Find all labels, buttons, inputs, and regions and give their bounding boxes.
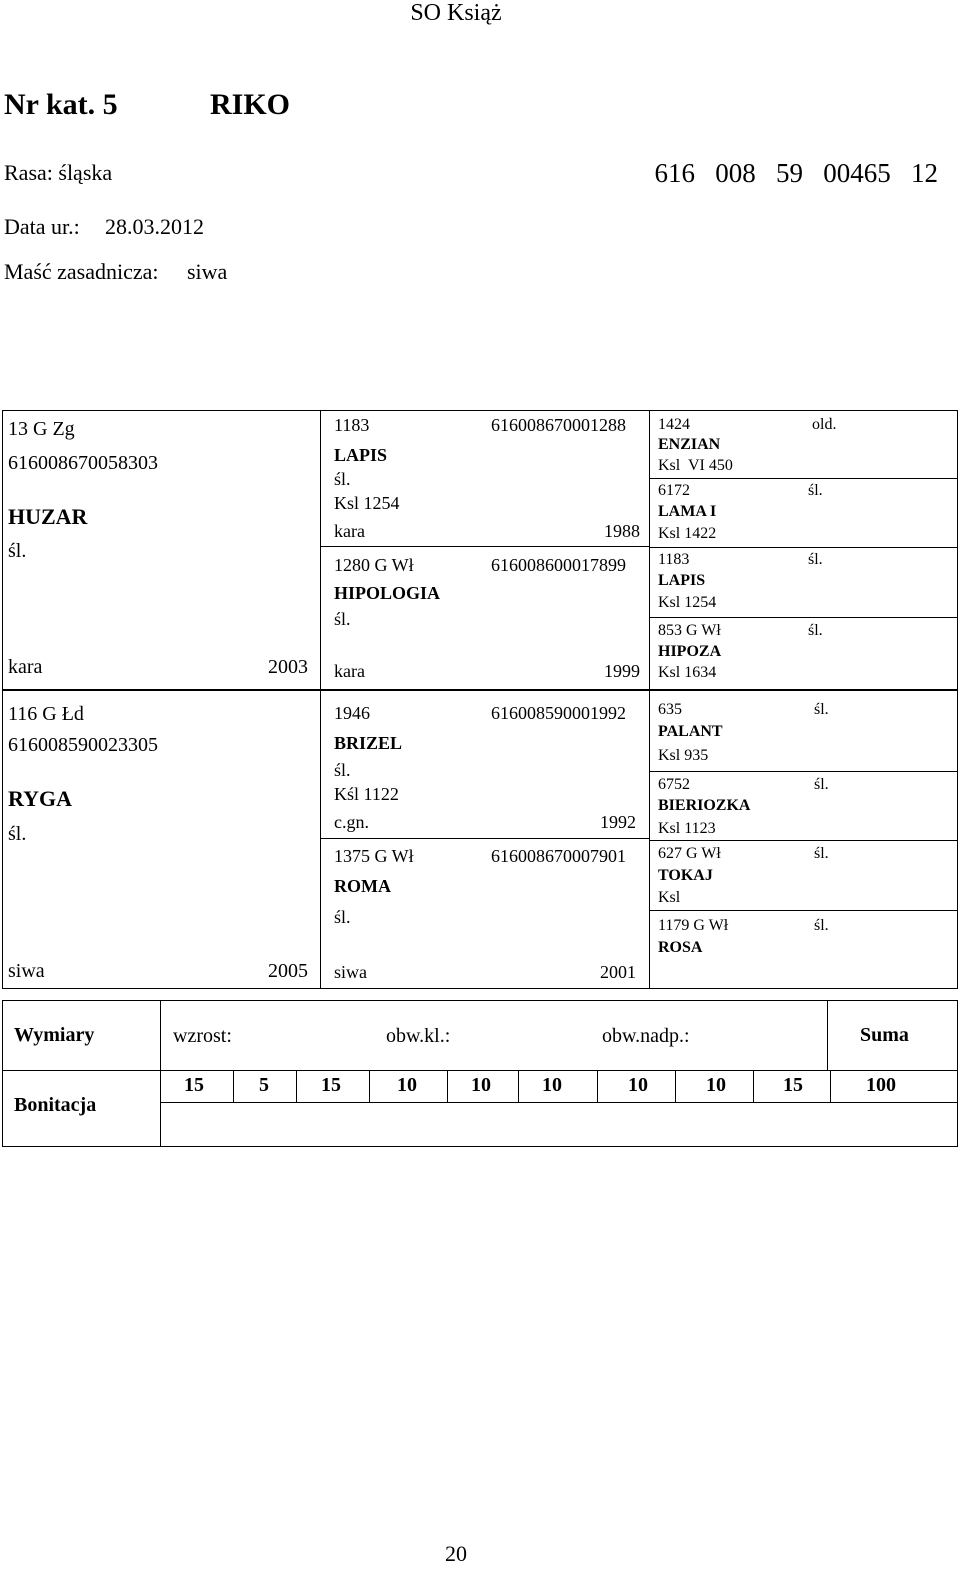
dam-breed: śl. (8, 823, 27, 845)
g7-number: 627 G Wł (658, 845, 721, 862)
g1-breed: old. (812, 416, 837, 433)
g5-number: 635 (658, 701, 682, 718)
ss-name: LAPIS (334, 445, 388, 465)
g7-book: Ksl (658, 889, 681, 906)
dd-year: 2001 (600, 962, 636, 982)
g6-name: BIERIOZKA (658, 797, 751, 814)
g5-book: Ksl 935 (658, 747, 709, 764)
score-movement: 10 (628, 1074, 648, 1096)
sum-label: Suma (860, 1024, 909, 1046)
g8-breed: śl. (814, 917, 829, 934)
g3-number: 1183 (658, 551, 690, 568)
sd-year: 1999 (604, 661, 640, 681)
score-trot: 10 (542, 1074, 562, 1096)
g7-name: TOKAJ (658, 867, 713, 884)
dam-ueln: 616008590023305 (8, 734, 158, 756)
score-legs: 10 (397, 1074, 417, 1096)
g7-breed: śl. (814, 845, 829, 862)
score-total: 100 (866, 1074, 896, 1096)
ss-color: kara (334, 521, 365, 541)
ds-year: 1992 (600, 812, 636, 832)
sd-color: kara (334, 661, 365, 681)
ueln-number: 616 008 59 00465 12 (654, 158, 938, 188)
g4-name: HIPOZA (658, 643, 722, 660)
sire-color: kara (8, 656, 43, 678)
g2-breed: śl. (808, 482, 823, 499)
cannon-girth-label: obw.nadp.: (602, 1025, 690, 1047)
g4-number: 853 G Wł (658, 622, 721, 639)
chest-girth-label: obw.kl.: (386, 1025, 451, 1047)
sire-number: 13 G Zg (8, 418, 75, 440)
horse-name: RIKO (210, 88, 291, 121)
g5-name: PALANT (658, 723, 723, 740)
sd-ueln: 616008600017899 (491, 555, 626, 575)
g1-name: ENZIAN (658, 436, 721, 453)
dd-breed: śl. (334, 907, 351, 927)
g1-book: Ksl VI 450 (658, 457, 733, 474)
g3-book: Ksl 1254 (658, 594, 717, 611)
sd-name: HIPOLOGIA (334, 583, 441, 603)
ss-ueln: 616008670001288 (491, 415, 626, 435)
g1-number: 1424 (658, 416, 690, 433)
g6-breed: śl. (814, 776, 829, 793)
score-overall: 15 (783, 1074, 803, 1096)
dd-number: 1375 G Wł (334, 846, 414, 866)
dd-name: ROMA (334, 876, 391, 896)
measurements-label: Wymiary (14, 1024, 95, 1046)
ds-number: 1946 (334, 703, 370, 723)
sd-number: 1280 G Wł (334, 555, 414, 575)
sire-name: HUZAR (8, 504, 88, 529)
score-head-neck: 5 (259, 1074, 269, 1096)
page-number: 20 (445, 1541, 467, 1566)
g4-breed: śl. (808, 622, 823, 639)
color-label: Maść zasadnicza: (4, 259, 159, 284)
ss-year: 1988 (604, 521, 640, 541)
dd-ueln: 616008670007901 (491, 846, 626, 866)
sire-year: 2003 (268, 656, 308, 678)
sd-breed: śl. (334, 609, 351, 629)
ds-name: BRIZEL (334, 733, 403, 753)
dam-color: siwa (8, 960, 45, 982)
score-development: 10 (706, 1074, 726, 1096)
g3-name: LAPIS (658, 572, 706, 589)
catalog-number: Nr kat. 5 (4, 88, 118, 121)
color-value: siwa (187, 259, 228, 284)
g8-number: 1179 G Wł (658, 917, 729, 934)
score-step: 10 (471, 1074, 491, 1096)
ss-breed: śl. (334, 469, 351, 489)
ds-color: c.gn. (334, 812, 369, 832)
g6-number: 6752 (658, 776, 690, 793)
g2-number: 6172 (658, 482, 690, 499)
birth-date: 28.03.2012 (105, 214, 204, 239)
sire-breed: śl. (8, 540, 27, 562)
g8-name: ROSA (658, 939, 703, 956)
g6-book: Ksl 1123 (658, 820, 716, 837)
height-label: wzrost: (173, 1025, 232, 1047)
score-body: 15 (321, 1074, 341, 1096)
dam-year: 2005 (268, 960, 308, 982)
ds-book: Kśl 1122 (334, 784, 399, 804)
g2-name: LAMA I (658, 503, 717, 520)
scoring-label: Bonitacja (14, 1094, 97, 1116)
ds-ueln: 616008590001992 (491, 703, 626, 723)
g5-breed: śl. (814, 701, 829, 718)
birth-date-label: Data ur.: (4, 214, 80, 239)
g3-breed: śl. (808, 551, 823, 568)
g4-book: Ksl 1634 (658, 664, 717, 681)
dam-name: RYGA (8, 786, 73, 811)
ds-breed: śl. (334, 760, 351, 780)
ss-number: 1183 (334, 415, 370, 435)
breed: Rasa: śląska (4, 160, 113, 185)
dam-number: 116 G Łd (8, 703, 84, 725)
score-type: 15 (184, 1074, 204, 1096)
ss-book: Ksl 1254 (334, 493, 400, 513)
dd-color: siwa (334, 962, 367, 982)
sire-ueln: 616008670058303 (8, 452, 158, 474)
g2-book: Ksl 1422 (658, 525, 717, 542)
organization: SO Książ (410, 0, 502, 26)
